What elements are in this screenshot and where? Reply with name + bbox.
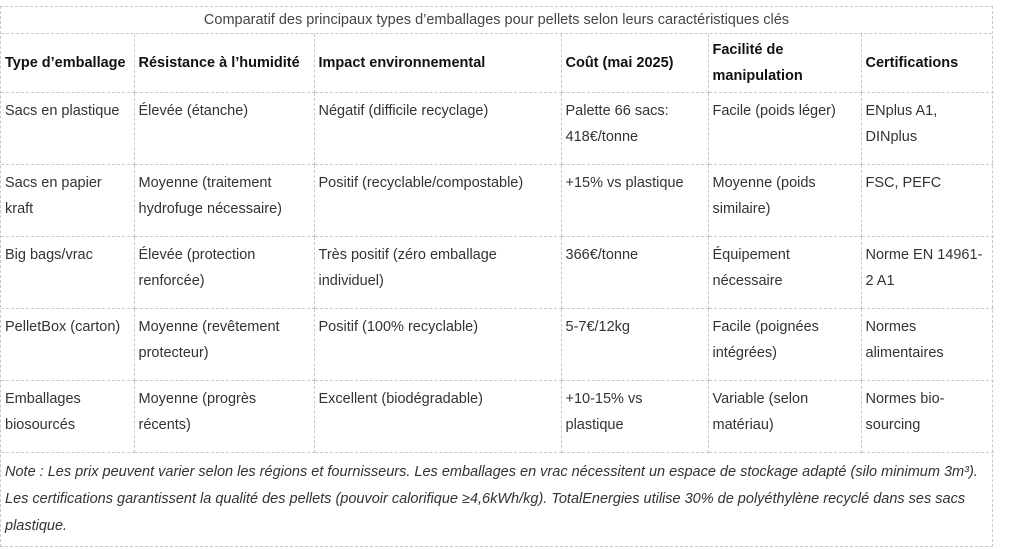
header-cell: Résistance à l’humidité xyxy=(134,34,314,93)
comparison-table xyxy=(1,34,994,453)
table-cell: +15% vs plastique xyxy=(561,165,708,237)
table-caption: Comparatif des principaux types d’emballages pour pellets selon leurs caractéristiques clés xyxy=(1,7,992,34)
table-row xyxy=(1,93,994,165)
header-cell: Facilité de manipulation xyxy=(708,34,861,93)
table-cell: Positif (recyclable/compostable) xyxy=(314,165,561,237)
table-cell: Élevée (protection renforcée) xyxy=(134,237,314,309)
table-cell: Positif (100% recyclable) xyxy=(314,309,561,381)
table-cell: Normes bio-sourcing xyxy=(861,381,994,453)
table-cell: Norme EN 14961-2 A1 xyxy=(861,237,994,309)
table-cell: Excellent (biodégradable) xyxy=(314,381,561,453)
table-note: Note : Les prix peuvent varier selon les régions et fournisseurs. Les emballages en vrac nécessitent un espace de stockage adapté (silo minimum 3m³). Les certifications garantissent la qualité des pellets (pouvoir calorifique ≥4,6kWh/kg). TotalEnergies utilise 30% de polyéthylène recyclé dans ses sacs plastique. xyxy=(5,464,978,534)
table-cell: Moyenne (progrès récents) xyxy=(134,381,314,453)
table-cell: Big bags/vrac xyxy=(1,237,134,309)
table-cell: Très positif (zéro emballage individuel) xyxy=(314,237,561,309)
table-cell: FSC, PEFC xyxy=(861,165,994,237)
table-cell: ENplus A1, DINplus xyxy=(861,93,994,165)
header-cell: Impact environnemental xyxy=(314,34,561,93)
table-cell: Palette 66 sacs: 418€/tonne xyxy=(561,93,708,165)
header-cell: Type d’emballage xyxy=(1,34,134,93)
header-cell: Coût (mai 2025) xyxy=(561,34,708,93)
table-row xyxy=(1,237,994,309)
table-cell: Sacs en papier kraft xyxy=(1,165,134,237)
table-cell: Variable (selon matériau) xyxy=(708,381,861,453)
table-cell: Emballages biosourcés xyxy=(1,381,134,453)
table-cell: PelletBox (carton) xyxy=(1,309,134,381)
comparison-table-container xyxy=(0,6,993,547)
header-cell: Certifications xyxy=(861,34,994,93)
table-cell: Normes alimentaires xyxy=(861,309,994,381)
table-cell: Sacs en plastique xyxy=(1,93,134,165)
table-cell: Moyenne (poids similaire) xyxy=(708,165,861,237)
table-cell: Facile (poignées intégrées) xyxy=(708,309,861,381)
table-cell: +10-15% vs plastique xyxy=(561,381,708,453)
table-cell: Facile (poids léger) xyxy=(708,93,861,165)
table-cell: Moyenne (traitement hydrofuge nécessaire) xyxy=(134,165,314,237)
table-cell: Moyenne (revêtement protecteur) xyxy=(134,309,314,381)
header-row xyxy=(1,34,994,93)
table-row xyxy=(1,381,994,453)
table-cell: 366€/tonne xyxy=(561,237,708,309)
table-cell: Négatif (difficile recyclage) xyxy=(314,93,561,165)
table-row xyxy=(1,309,994,381)
table-cell: 5-7€/12kg xyxy=(561,309,708,381)
table-cell: Équipement nécessaire xyxy=(708,237,861,309)
table-cell: Élevée (étanche) xyxy=(134,93,314,165)
table-row xyxy=(1,165,994,237)
